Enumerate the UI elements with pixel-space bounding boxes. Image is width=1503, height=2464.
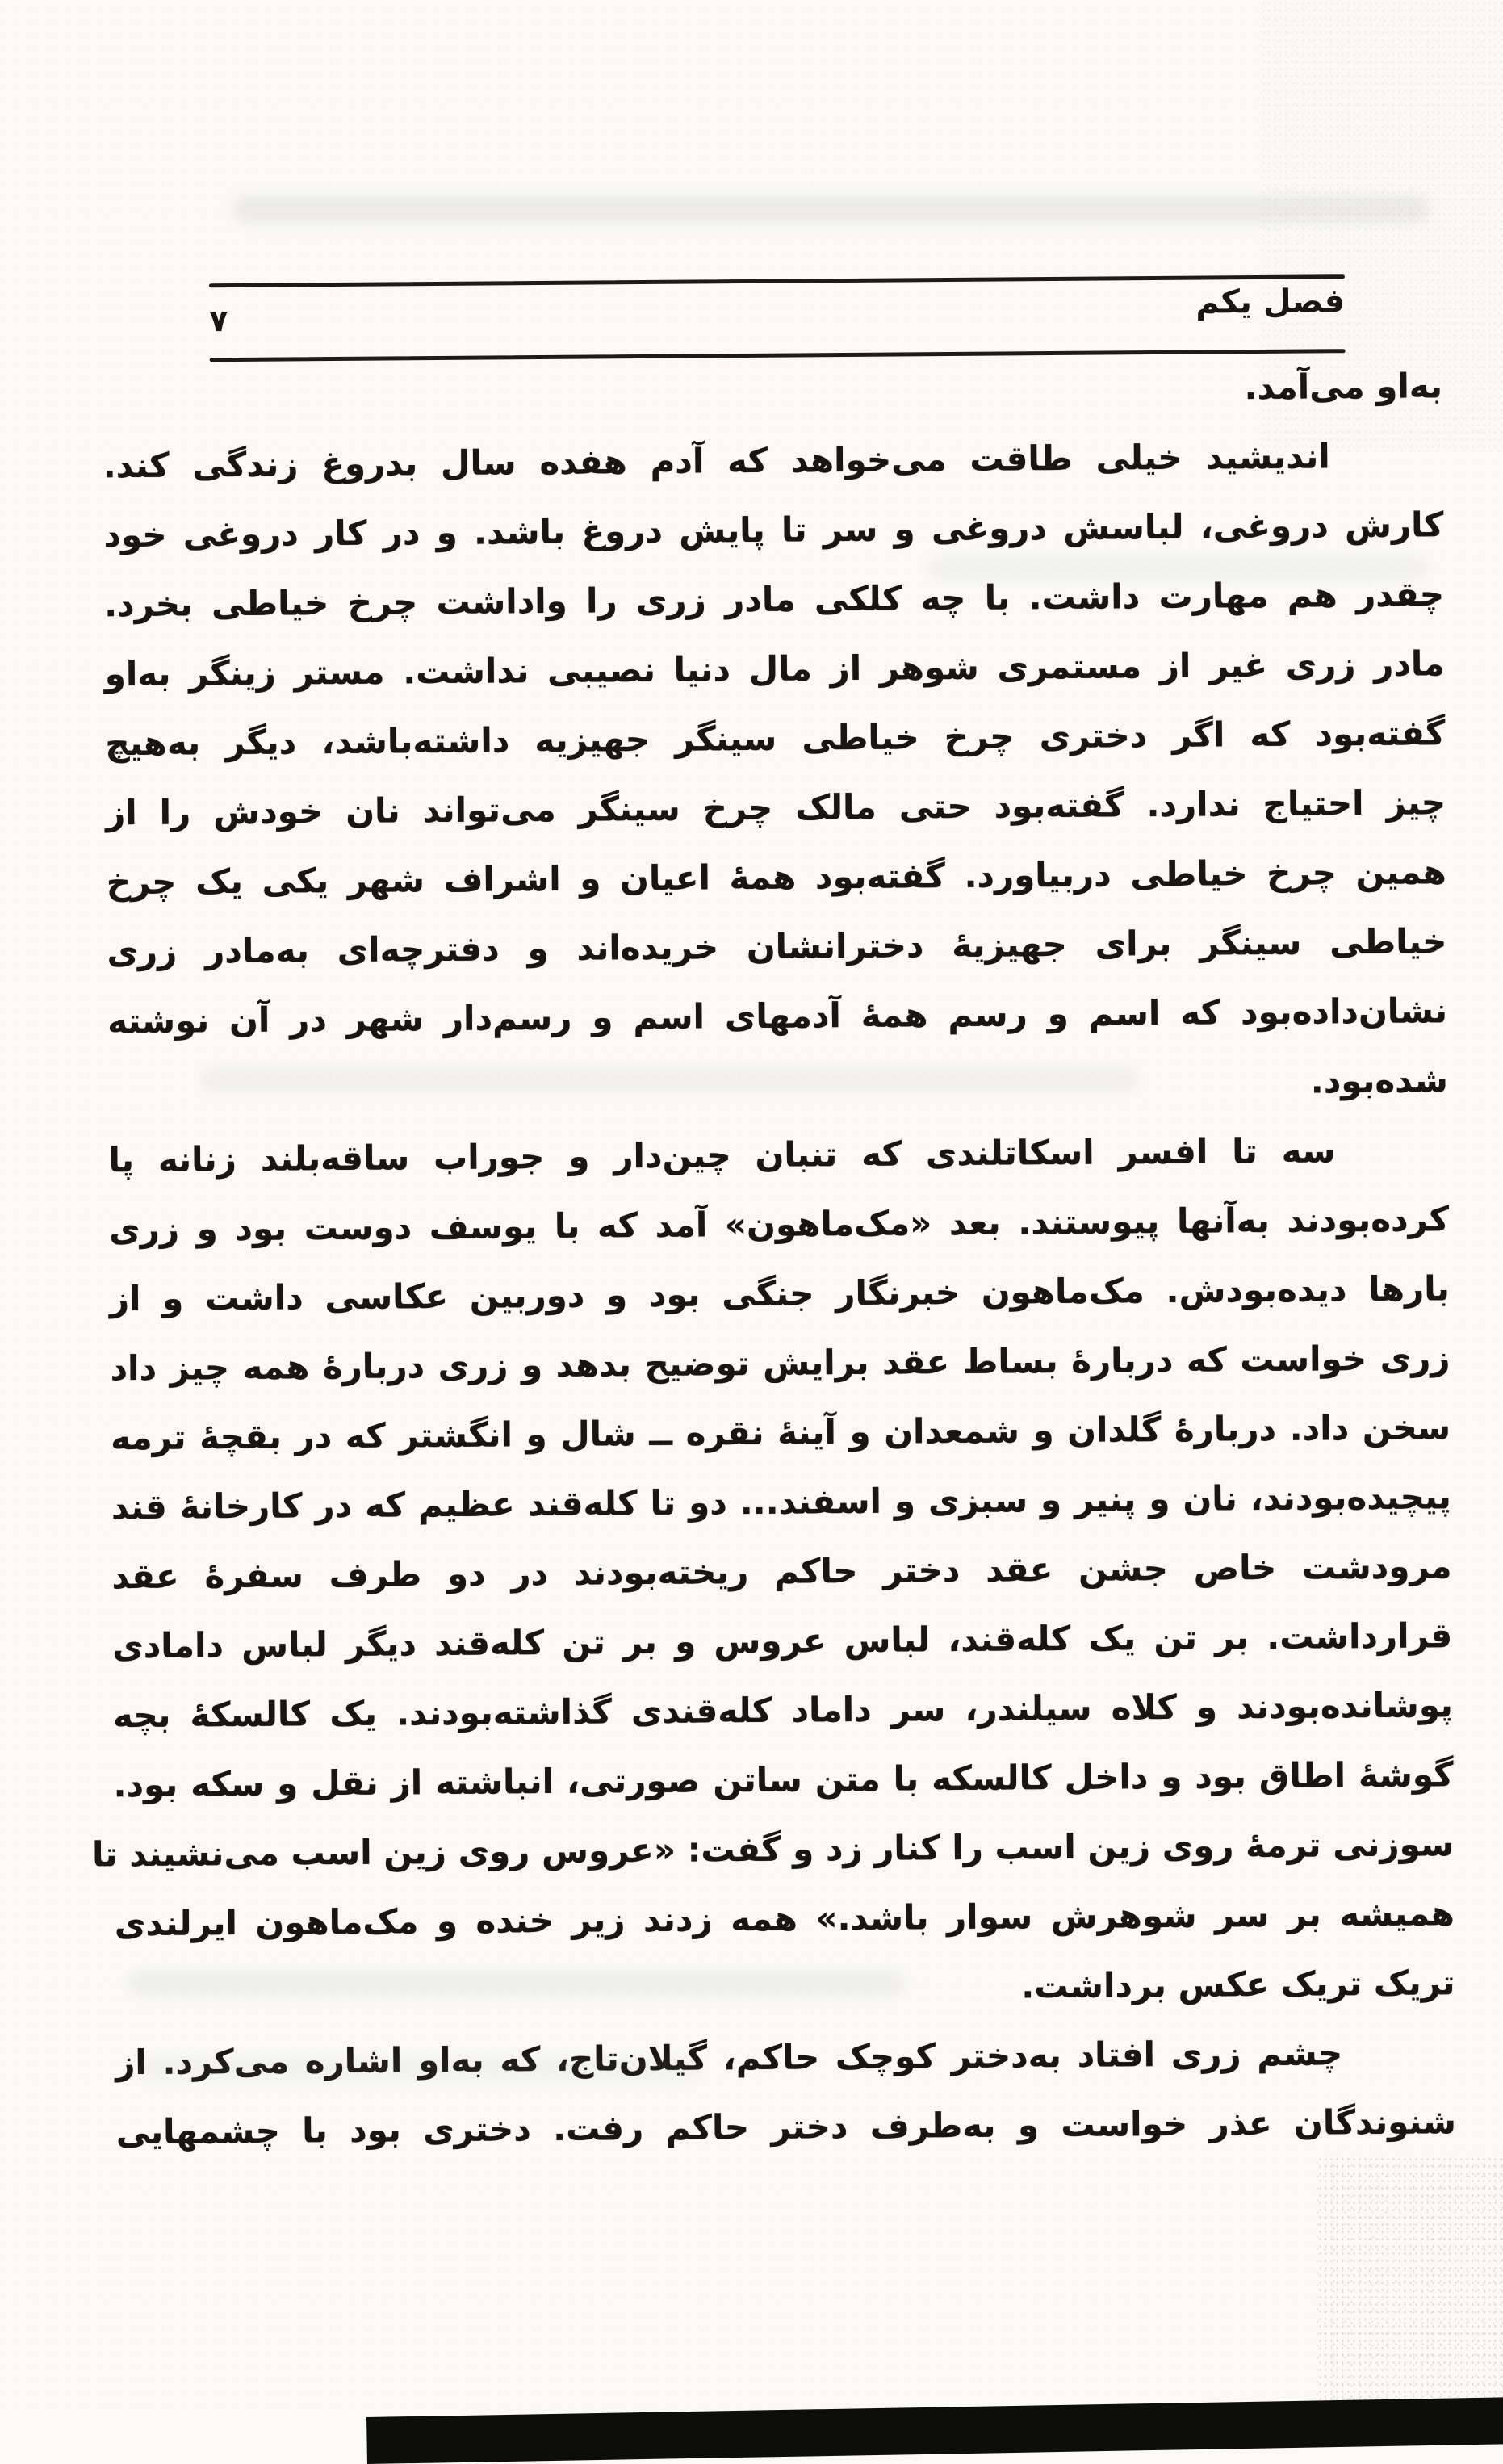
page-number: ۷: [209, 303, 228, 339]
text-line: گوشۀ اطاق بود و داخل کالسکه با متن ساتن صورتی، انباشته از نقل و سکه بود.: [113, 1754, 1454, 1805]
text-line: مرودشت خاص جشن عقد دختر حاکم ریخته‌بودند در دو طرف سفرۀ عقد: [111, 1546, 1452, 1597]
text-line: قرارداشت. بر تن یک کله‌قند، لباس عروس و بر تن کله‌قند دیگر لباس دامادی: [112, 1615, 1453, 1666]
chapter-title: فصل یکم: [1195, 283, 1346, 321]
body-text: [91, 351, 1457, 2167]
text-line: تریک تریک عکس برداشت.: [1021, 1963, 1455, 2006]
text-line: پوشانده‌بودند و کلاه سیلندر، سر داماد کله‌قندی گذاشته‌بودند. یک کالسکۀ بچه: [112, 1685, 1454, 1736]
text-line: کرده‌بودند به‌آنها پیوستند. بعد «مک‌ماهون» آمد که با یوسف دوست بود و زری: [108, 1199, 1450, 1250]
text-line: چقدر هم مهارت داشت. با چه کلکی مادر زری را واداشت چرخ خیاطی بخرد.: [103, 574, 1445, 625]
text-line: پیچیده‌بودند، نان و پنیر و سبزی و اسفند... دو تا کله‌قند عظیم که در کارخانۀ قند: [111, 1477, 1451, 1527]
header-rule-top: [209, 274, 1345, 287]
text-line: همین چرخ خیاطی دربیاورد. گفته‌بود همۀ اعیان و اشراف شهر یکی یک چرخ: [106, 852, 1446, 903]
text-line: سه تا افسر اسکاتلندی که تنبان چین‌دار و جوراب ساقه‌بلند زنانه پا: [108, 1130, 1336, 1180]
text-line: زری خواست که دربارۀ بساط عقد برایش توضیح بدهد و زری دربارۀ همه چیز داد: [110, 1338, 1451, 1389]
text-line: چشم زری افتاد به‌دختر کوچک حاکم، گیلان‌تاج، که به‌او اشاره می‌کرد. از: [115, 2033, 1343, 2083]
text-line: خیاطی سینگر برای جهیزیۀ دخترانشان خریده‌اند و دفترچه‌ای به‌مادر زری: [107, 921, 1447, 972]
text-line: همیشه بر سر شوهرش سوار باشد.» همه زدند زیر خنده و مک‌ماهون ایرلندی: [114, 1893, 1455, 1944]
text-line: شنوندگان عذر خواست و به‌طرف دختر حاکم رفت. دختری بود با چشمهایی: [115, 2102, 1457, 2152]
text-line: چیز احتیاج ندارد. گفته‌بود حتی مالک چرخ سینگر می‌تواند نان خودش را از: [105, 782, 1446, 833]
text-line: گفته‌بود که اگر دختری چرخ خیاطی سینگر جهیزیه داشته‌باشد، دیگر به‌هیچ: [105, 713, 1446, 764]
text-line: سخن داد. دربارۀ گلدان و شمعدان و آینۀ نقره ــ شال و انگشتر که در بقچۀ ترمه: [110, 1407, 1451, 1458]
text-line: نشان‌داده‌بود که اسم و رسم همۀ آدمهای اسم و رسم‌دار شهر در آن نوشته: [107, 991, 1448, 1041]
text-line: به‌او می‌آمد.: [1244, 366, 1443, 408]
text-line: بارها دیده‌بودش. مک‌ماهون خبرنگار جنگی بود و دوربین عکاسی داشت و از: [109, 1268, 1450, 1319]
text-line: سوزنی ترمۀ روی زین اسب را کنار زد و گفت: «عروس روی زین اسب می‌نشیند تا: [91, 1824, 1455, 1875]
text-line: شده‌بود.: [1310, 1060, 1448, 1101]
text-line: مادر زری غیر از مستمری شوهر از مال دنیا نصیبی نداشت. مستر زینگر به‌او: [104, 643, 1445, 694]
text-line: اندیشید خیلی طاقت می‌خواهد که آدم هفده سال بدروغ زندگی کند.: [103, 436, 1330, 486]
text-line: کارش دروغی، لباسش دروغی و سر تا پایش دروغ باشد. و در کار دروغی خود: [103, 505, 1444, 555]
